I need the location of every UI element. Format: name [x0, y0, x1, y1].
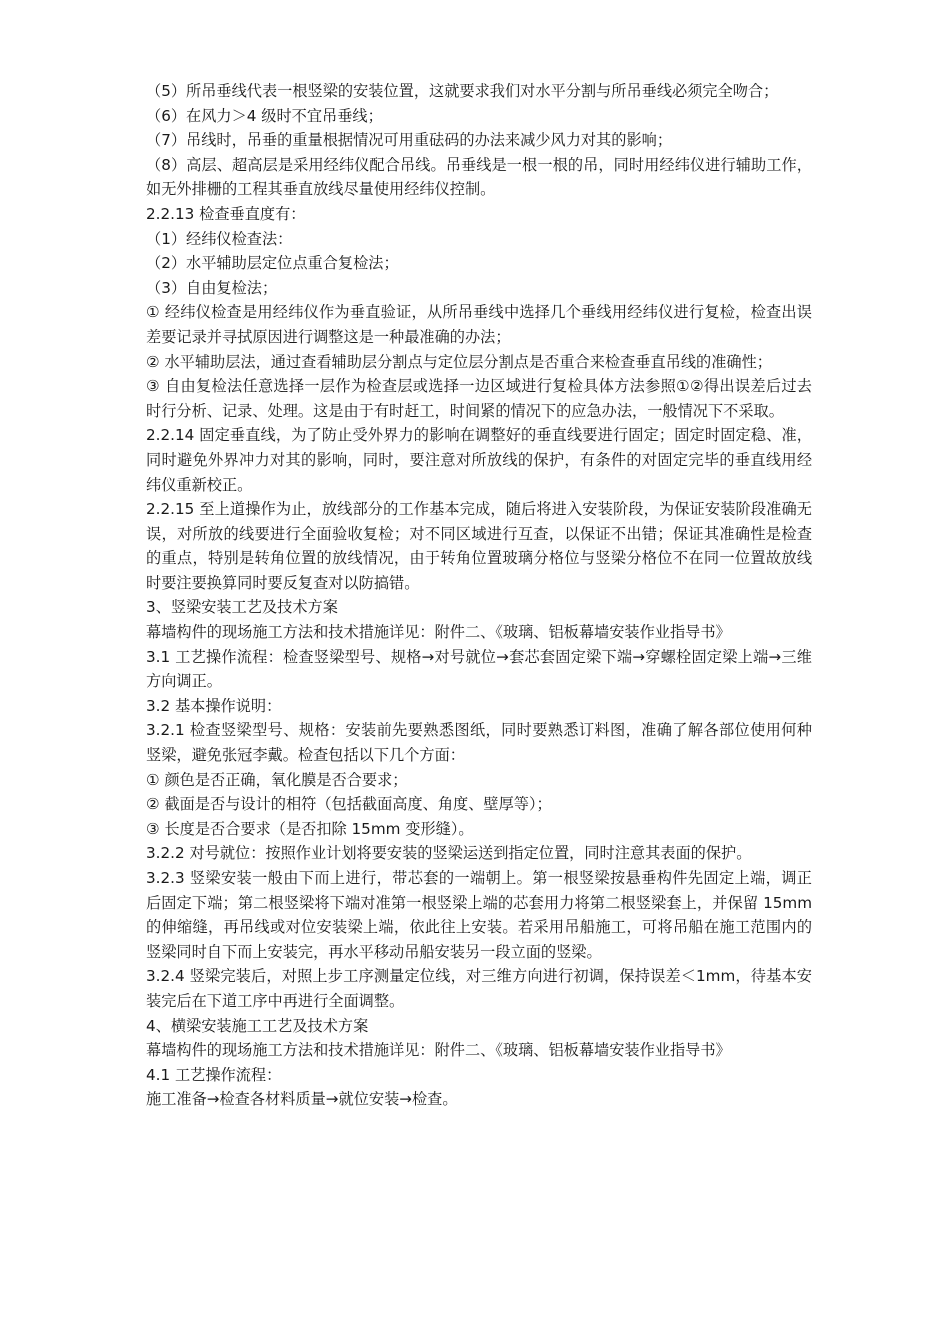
paragraph: 3.2.4 竖梁完装后，对照上步工序测量定位线，对三维方向进行初调，保持误差＜1mm，待基本安装完后在下道工序中再进行全面调整。: [146, 967, 812, 1010]
paragraph: （8）高层、超高层是采用经纬仪配合吊线。吊垂线是一根一根的吊，同时用经纬仪进行辅助工作，如无外排栅的工程其垂直放线尽量使用经纬仪控制。: [146, 155, 812, 199]
section-heading: 3、竖梁安装工艺及技术方案: [146, 598, 338, 617]
section-heading: 4.1 工艺操作流程：: [146, 1065, 282, 1084]
paragraph: （7）吊线时，吊垂的重量根据情况可用重砝码的办法来减少风力对其的影响；: [146, 131, 673, 150]
paragraph: 3.2.3 竖梁安装一般由下而上进行，带芯套的一端朝上。第一根竖梁按悬垂构件先固定上端，调正后固定下端；第二根竖梁将下端对准第一根竖梁上端的芯套用力将第二根竖梁套上，并保留 15mm 的伸缩缝，再吊线或对位安装梁上端，依此往上安装。若采用吊船施工，可将吊船在施工范围内的竖梁同时自下而上安装完，再水平移动吊船安装另一段立面的竖梁。: [146, 869, 812, 961]
paragraph: （3）自由复检法；: [146, 278, 278, 297]
paragraph: （2）水平辅助层定位点重合复检法；: [146, 254, 399, 273]
paragraph: 幕墙构件的现场施工方法和技术措施详见：附件二、《玻璃、铝板幕墙安装作业指导书》: [146, 1041, 731, 1060]
paragraph: （1）经纬仪检查法：: [146, 229, 293, 248]
section-heading: 3.2 基本操作说明：: [146, 696, 282, 715]
paragraph: ② 截面是否与设计的相符（包括截面高度、角度、壁厚等）；: [146, 795, 552, 814]
section-heading: 4、横梁安装施工工艺及技术方案: [146, 1016, 369, 1035]
paragraph: 幕墙构件的现场施工方法和技术措施详见：附件二、《玻璃、铝板幕墙安装作业指导书》: [146, 623, 731, 642]
paragraph: 3.1 工艺操作流程：检查竖梁型号、规格→对号就位→套芯套固定梁下端→穿螺栓固定梁上端→三维方向调正。: [146, 647, 812, 691]
section-heading: 2.2.13 检查垂直度有：: [146, 204, 306, 223]
paragraph: ③ 自由复检法任意选择一层作为检查层或选择一边区域进行复检具体方法参照①②得出误差后过去时行分析、记录、处理。这是由于有时赶工，时间紧的情况下的应急办法，一般情况下不采取。: [146, 377, 812, 420]
paragraph: （5）所吊垂线代表一根竖梁的安装位置，这就要求我们对水平分割与所吊垂线必须完全吻合；: [146, 82, 779, 100]
paragraph: 3.2.1 检查竖梁型号、规格：安装前先要熟悉图纸，同时要熟悉订料图，准确了解各部位使用何种竖梁，避免张冠李戴。检查包括以下几个方面：: [146, 721, 812, 765]
paragraph: 3.2.2 对号就位：按照作业计划将要安装的竖梁运送到指定位置，同时注意其表面的保护。: [146, 844, 752, 863]
paragraph: ② 水平辅助层法，通过查看辅助层分割点与定位层分割点是否重合来检查垂直吊线的准确性；: [146, 352, 772, 371]
paragraph: ③ 长度是否合要求（是否扣除 15mm 变形缝）。: [146, 819, 474, 838]
document-page: [146, 79, 812, 1112]
paragraph: 2.2.14 固定垂直线，为了防止受外界力的影响在调整好的垂直线要进行固定；固定时固定稳、准，同时避免外界冲力对其的影响，同时，要注意对所放线的保护，有条件的对固定完毕的垂直线用经纬仪重新校正。: [146, 426, 812, 494]
paragraph: ① 颜色是否正确，氧化膜是否合要求；: [146, 770, 408, 789]
paragraph: 施工准备→检查各材料质量→就位安装→检查。: [146, 1090, 458, 1109]
paragraph: ① 经纬仪检查是用经纬仪作为垂直验证，从所吊垂线中选择几个垂线用经纬仪进行复检，检查出误差要记录并寻拭原因进行调整这是一种最准确的办法；: [146, 303, 812, 346]
paragraph: 2.2.15 至上道操作为止，放线部分的工作基本完成，随后将进入安装阶段，为保证安装阶段准确无误，对所放的线要进行全面验收复检；对不同区域进行互查，以保证不出错；保证其准确性是检查的重点，特别是转角位置的放线情况，由于转角位置玻璃分格位与竖梁分格位不在同一位置故放线时要注要换算同时要反复查对以防搞错。: [146, 500, 812, 592]
paragraph: （6）在风力＞4 级时不宜吊垂线；: [146, 106, 383, 125]
